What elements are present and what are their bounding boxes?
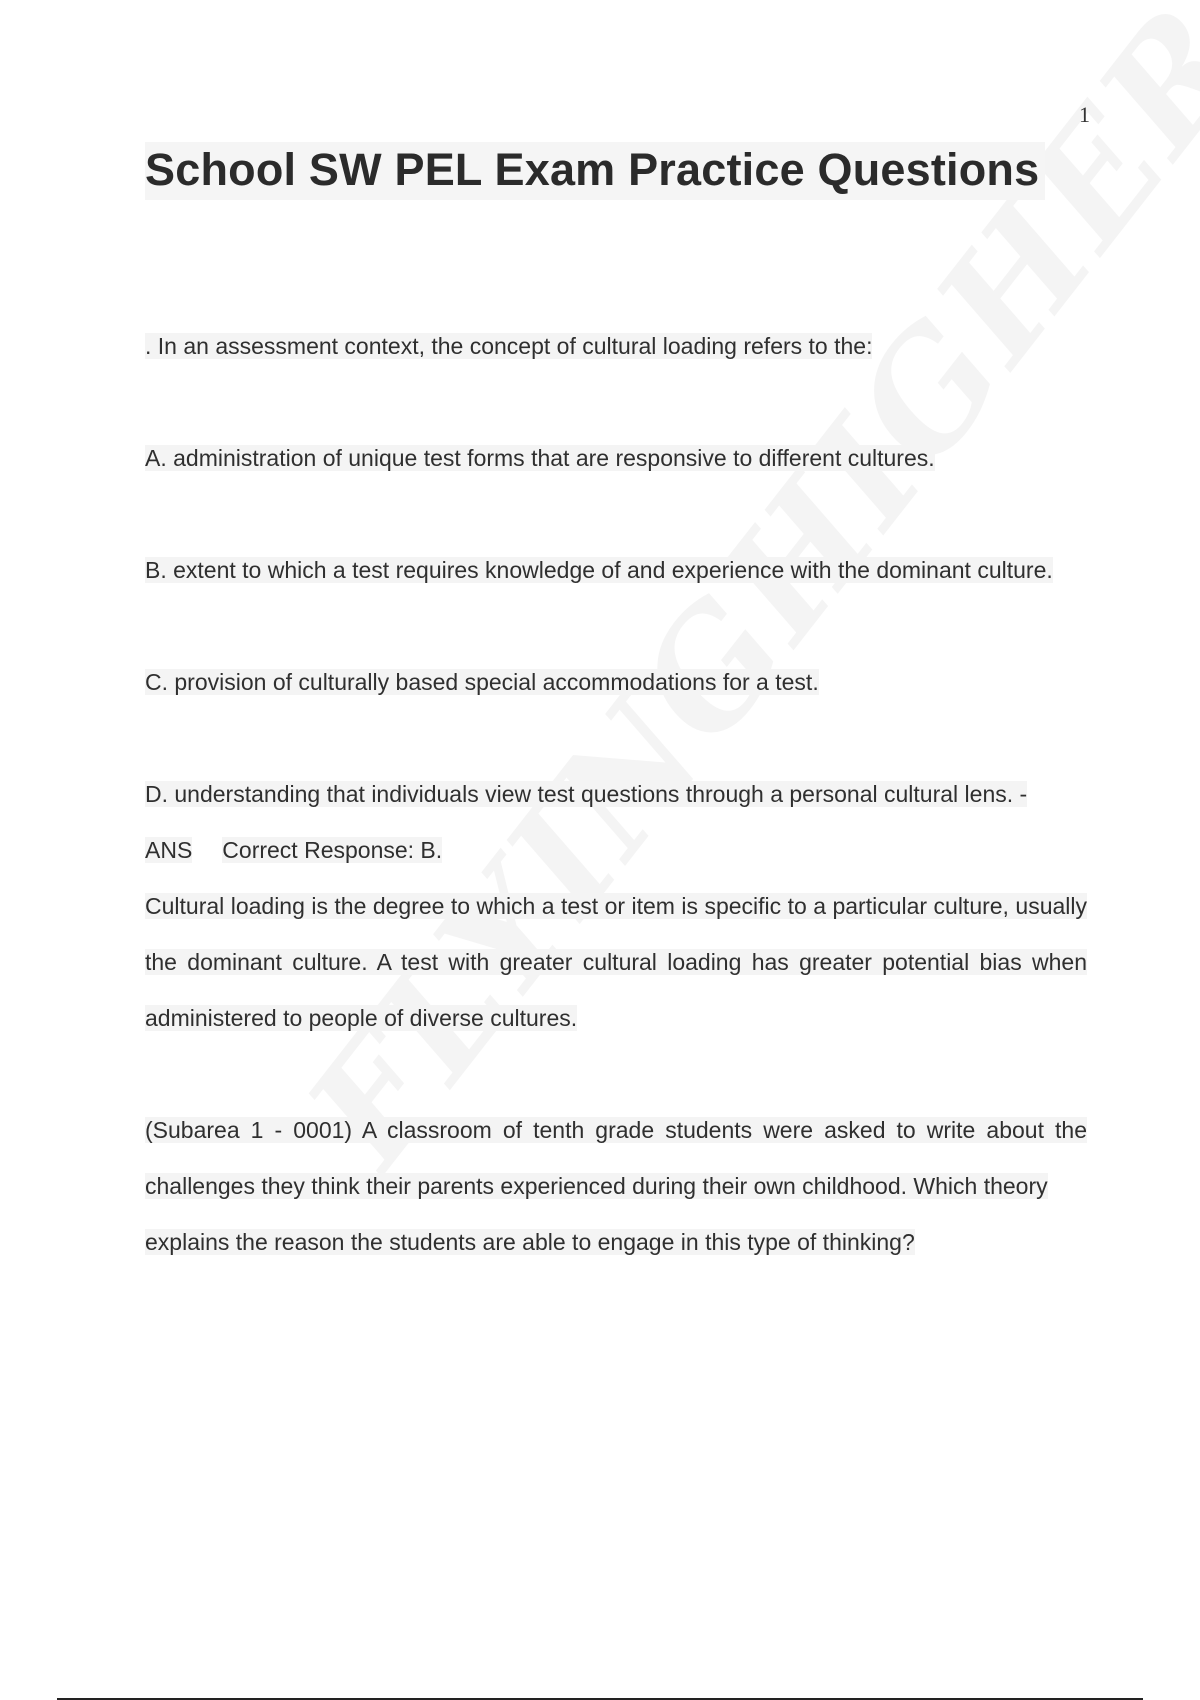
question-1-stem-text: . In an assessment context, the concept of cultural loading refers to the: [145,333,873,359]
document-body [145,318,1087,1270]
spacer [145,374,1087,430]
correct-response: Correct Response: B. [222,837,443,863]
option-c [145,654,1087,710]
question-1-stem [145,318,1087,374]
option-c-text: C. provision of culturally based special accommodations for a test. [145,669,819,695]
option-d [145,766,1087,822]
question-2-stem-continued [145,1214,1087,1270]
answer-explanation-text: Cultural loading is the degree to which a test or item is specific to a particular culture, usually the dominant culture. A test with greater cultural loading has greater potential bias when administered to people of diverse cultures. [145,893,1087,1031]
option-b-text: B. extent to which a test requires knowledge of and experience with the dominant culture. [145,557,1053,583]
option-b [145,542,1087,598]
answer-prefix: ANS [145,837,193,863]
question-2-stem [145,1102,1087,1214]
spacer [145,598,1087,654]
page-title: School SW PEL Exam Practice Questions [145,142,1045,200]
spacer [145,486,1087,542]
spacer [145,1046,1087,1102]
option-a-text: A. administration of unique test forms that are responsive to different cultures. [145,445,935,471]
spacer [145,710,1087,766]
option-d-text: D. understanding that individuals view test questions through a personal cultural lens. - [145,781,1028,807]
option-a [145,430,1087,486]
question-2-stem-continued-text: explains the reason the students are able to engage in this type of thinking? [145,1229,915,1255]
answer-explanation [145,878,1087,1046]
answer-line [145,822,1087,878]
question-2-stem-text: (Subarea 1 - 0001) A classroom of tenth grade students were asked to write about the challenges they think their parents experienced during their own childhood. Which theory [145,1117,1087,1199]
page-number: 1 [1079,102,1090,127]
